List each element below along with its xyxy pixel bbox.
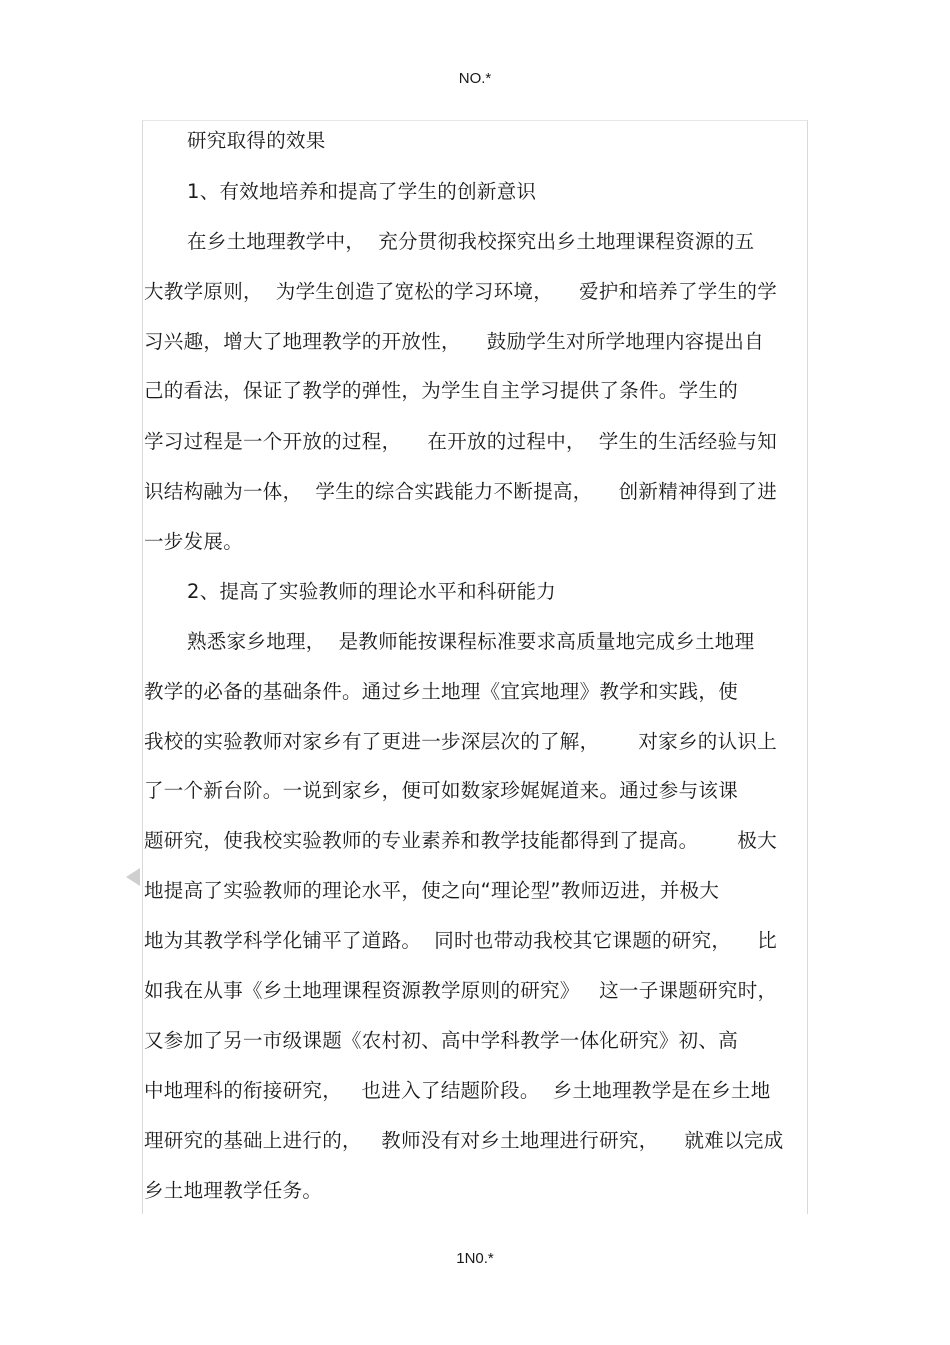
subheading-2: 2、提高了实验教师的理论水平和科研能力 xyxy=(187,580,557,603)
paragraph-line: 一步发展。 xyxy=(144,530,244,553)
paragraph-line: 习兴趣，增大了地理教学的开放性， 鼓励学生对所学地理内容提出自 xyxy=(144,330,764,353)
page-footer: 1N0.* xyxy=(456,1250,494,1267)
paragraph-line: 识结构融为一体， 学生的综合实践能力不断提高， 创新精神得到了进 xyxy=(144,480,777,503)
paragraph-line: 我校的实验教师对家乡有了更进一步深层次的了解， 对家乡的认识上 xyxy=(144,730,777,753)
section-heading: 研究取得的效果 xyxy=(187,129,326,152)
paragraph-line: 中地理科的衔接研究， 也进入了结题阶段。 乡土地理教学是在乡土地 xyxy=(144,1079,771,1102)
paragraph-line: 了一个新台阶。一说到家乡，便可如数家珍娓娓道来。通过参与该课 xyxy=(144,779,739,802)
page-corner-marker xyxy=(126,868,140,886)
subheading-1: 1、有效地培养和提高了学生的创新意识 xyxy=(187,180,537,203)
paragraph-line: 地提高了实验教师的理论水平，使之向“理论型”教师迈进，并极大 xyxy=(144,879,720,902)
paragraph-line: 熟悉家乡地理， 是教师能按课程标准要求高质量地完成乡土地理 xyxy=(187,630,755,653)
paragraph-line: 大教学原则， 为学生创造了宽松的学习环境， 爱护和培养了学生的学 xyxy=(144,280,777,303)
paragraph-line: 在乡土地理教学中， 充分贯彻我校探究出乡土地理课程资源的五 xyxy=(187,230,755,253)
paragraph-line: 学习过程是一个开放的过程， 在开放的过程中， 学生的生活经验与知 xyxy=(144,430,777,453)
page-header: NO.* xyxy=(458,70,492,87)
paragraph-line: 又参加了另一市级课题《农村初、高中学科教学一体化研究》初、高 xyxy=(144,1029,739,1052)
paragraph-line: 理研究的基础上进行的， 教师没有对乡土地理进行研究， 就难以完成 xyxy=(144,1129,784,1152)
paragraph-line: 地为其教学科学化铺平了道路。 同时也带动我校其它课题的研究， 比 xyxy=(144,929,777,952)
paragraph-line: 题研究，使我校实验教师的专业素养和教学技能都得到了提高。 极大 xyxy=(144,829,777,852)
paragraph-line: 乡土地理教学任务。 xyxy=(144,1179,323,1202)
paragraph-line: 教学的必备的基础条件。通过乡土地理《宜宾地理》教学和实践，使 xyxy=(144,680,739,703)
paragraph-line: 己的看法，保证了教学的弹性，为学生自主学习提供了条件。学生的 xyxy=(144,379,739,402)
paragraph-line: 如我在从事《乡土地理课程资源教学原则的研究》 这一子课题研究时， xyxy=(144,979,778,1002)
